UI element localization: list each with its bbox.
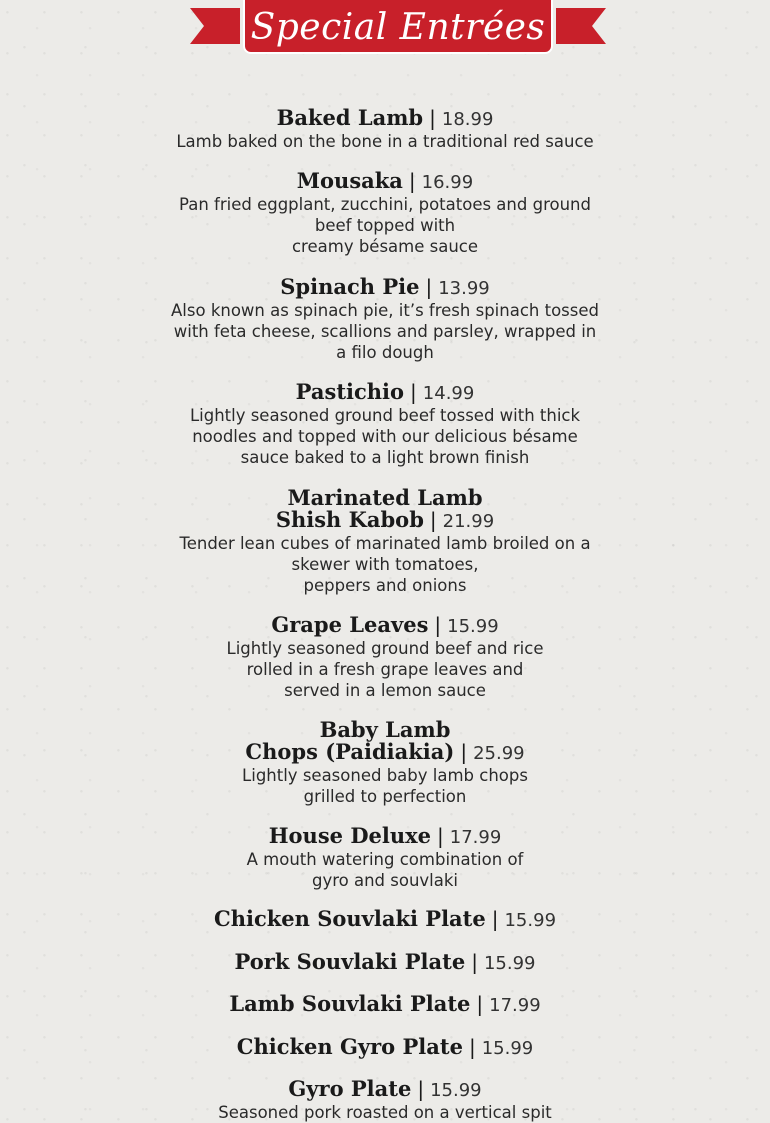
item-description: Seasoned pork roasted on a vertical spit — [218, 1103, 552, 1122]
menu-item-mousaka — [0, 170, 770, 257]
ribbon-left-decoration — [190, 8, 240, 44]
item-price: 15.99 — [483, 953, 536, 974]
item-price: 18.99 — [441, 109, 494, 130]
item-price: 15.99 — [481, 1038, 534, 1059]
item-name: Pork Souvlaki Plate — [234, 949, 466, 974]
item-price: 16.99 — [421, 172, 474, 193]
item-price: 13.99 — [438, 278, 490, 299]
item-description: Lightly seasoned baby lamb chops grilled to perfection — [242, 766, 528, 806]
price-separator: | — [417, 1077, 425, 1101]
price-separator: | — [491, 907, 499, 931]
item-description: Lightly seasoned ground beef tossed with thick noodles and topped with our delicious bésame sauce baked to a light brown finish — [189, 406, 581, 467]
menu-item-pastichio — [0, 381, 770, 468]
price-separator: | — [410, 380, 417, 404]
item-name: Mousaka — [296, 168, 403, 193]
item-price: 14.99 — [422, 383, 475, 404]
item-name: Grape Leaves — [271, 612, 429, 637]
menu-item-grape-leaves — [0, 614, 770, 701]
item-name: Chicken Souvlaki Plate — [213, 906, 486, 931]
price-separator: | — [437, 824, 444, 848]
item-price: 15.99 — [504, 910, 557, 931]
item-price: 17.99 — [449, 827, 502, 848]
item-name: Gyro Plate — [288, 1076, 412, 1101]
item-description: Pan fried eggplant, zucchini, potatoes and ground beef topped with creamy bésame sauce — [179, 195, 591, 256]
price-separator: | — [425, 275, 433, 299]
menu-item-pork-souvlaki-plate — [0, 951, 770, 975]
page-title: Special Entrées — [250, 6, 546, 48]
item-name-line-1: Marinated Lamb — [287, 485, 483, 510]
item-price: 15.99 — [447, 616, 499, 637]
item-name: Spinach Pie — [280, 274, 420, 299]
price-separator: | — [429, 106, 436, 130]
item-price: 21.99 — [442, 511, 495, 532]
item-name: Lamb Souvlaki Plate — [229, 991, 471, 1016]
item-name-line-2: Shish Kabob — [275, 507, 424, 532]
item-name: Pastichio — [295, 379, 405, 404]
price-separator: | — [471, 950, 478, 974]
menu-item-lamb-souvlaki-plate — [0, 993, 770, 1017]
price-separator: | — [460, 740, 468, 764]
item-price: 15.99 — [430, 1080, 482, 1101]
price-separator: | — [468, 1035, 476, 1059]
menu-item-gyro-plate — [0, 1078, 770, 1123]
price-separator: | — [429, 508, 437, 532]
ribbon-right-decoration — [556, 8, 606, 44]
menu-item-spinach-pie — [0, 276, 770, 363]
menu-item-house-deluxe — [0, 825, 770, 891]
price-separator: | — [476, 992, 484, 1016]
item-price: 25.99 — [473, 743, 525, 764]
item-description: Lamb baked on the bone in a traditional red sauce — [176, 132, 594, 151]
item-name-line-1: Baby Lamb — [319, 717, 451, 742]
item-name: Chicken Gyro Plate — [236, 1034, 463, 1059]
price-separator: | — [434, 613, 442, 637]
menu-item-baked-lamb — [0, 107, 770, 152]
banner-title-box — [243, 0, 553, 54]
item-description: Also known as spinach pie, it’s fresh spinach tossed with feta cheese, scallions and parsley, wrapped in a filo dough — [171, 301, 599, 362]
item-description: A mouth watering combination of gyro and souvlaki — [246, 850, 524, 890]
menu-item-baby-lamb-chops — [0, 719, 770, 807]
menu-item-chicken-souvlaki-plate — [0, 908, 770, 932]
item-name-line-2: Chops (Paidiakia) — [245, 739, 455, 764]
menu-item-shish-kabob — [0, 487, 770, 596]
header-banner — [0, 0, 770, 60]
item-price: 17.99 — [489, 995, 541, 1016]
menu-item-chicken-gyro-plate — [0, 1036, 770, 1060]
item-name: Baked Lamb — [276, 105, 424, 130]
item-description: Lightly seasoned ground beef and rice rolled in a fresh grape leaves and served in a lemon sauce — [226, 639, 544, 700]
item-description: Tender lean cubes of marinated lamb broiled on a skewer with tomatoes, peppers and onions — [179, 534, 591, 595]
price-separator: | — [408, 169, 416, 193]
item-name: House Deluxe — [268, 823, 432, 848]
